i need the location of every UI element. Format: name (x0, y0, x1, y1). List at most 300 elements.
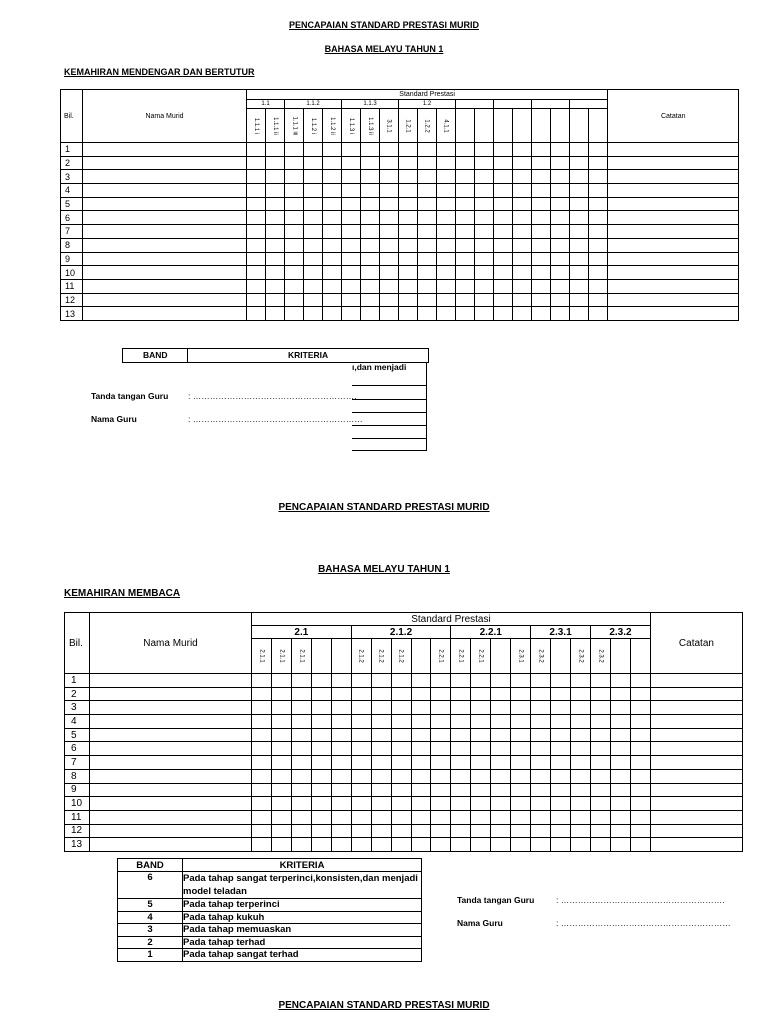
score-cell[interactable] (266, 252, 285, 266)
score-cell[interactable] (380, 184, 399, 198)
score-cell[interactable] (630, 715, 650, 729)
score-cell[interactable] (532, 170, 551, 184)
score-cell[interactable] (331, 742, 351, 756)
score-cell[interactable] (331, 728, 351, 742)
score-cell[interactable] (304, 184, 323, 198)
score-cell[interactable] (456, 293, 475, 307)
score-cell[interactable] (551, 756, 571, 770)
score-cell[interactable] (399, 238, 418, 252)
score-cell[interactable] (247, 197, 266, 211)
student-name-cell[interactable] (90, 674, 252, 688)
student-name-cell[interactable] (90, 769, 252, 783)
score-cell[interactable] (371, 756, 391, 770)
score-cell[interactable] (456, 279, 475, 293)
score-cell[interactable] (304, 279, 323, 293)
score-cell[interactable] (391, 783, 411, 797)
score-cell[interactable] (456, 170, 475, 184)
score-cell[interactable] (331, 810, 351, 824)
score-cell[interactable] (551, 143, 570, 157)
score-cell[interactable] (513, 279, 532, 293)
score-cell[interactable] (471, 701, 491, 715)
score-cell[interactable] (391, 687, 411, 701)
score-cell[interactable] (590, 810, 610, 824)
score-cell[interactable] (451, 756, 471, 770)
score-cell[interactable] (551, 810, 571, 824)
score-cell[interactable] (551, 225, 570, 239)
score-cell[interactable] (304, 252, 323, 266)
score-cell[interactable] (513, 293, 532, 307)
score-cell[interactable] (266, 143, 285, 157)
score-cell[interactable] (431, 701, 451, 715)
score-cell[interactable] (491, 810, 511, 824)
score-cell[interactable] (494, 225, 513, 239)
score-cell[interactable] (630, 728, 650, 742)
score-cell[interactable] (491, 824, 511, 838)
score-cell[interactable] (630, 756, 650, 770)
score-cell[interactable] (285, 293, 304, 307)
score-cell[interactable] (513, 252, 532, 266)
score-cell[interactable] (456, 307, 475, 321)
score-cell[interactable] (475, 170, 494, 184)
score-cell[interactable] (475, 279, 494, 293)
score-cell[interactable] (590, 742, 610, 756)
score-cell[interactable] (511, 797, 531, 811)
score-cell[interactable] (475, 211, 494, 225)
score-cell[interactable] (323, 293, 342, 307)
score-cell[interactable] (610, 769, 630, 783)
score-cell[interactable] (531, 824, 551, 838)
score-cell[interactable] (610, 824, 630, 838)
score-cell[interactable] (411, 756, 431, 770)
catatan-cell[interactable] (608, 293, 739, 307)
student-name-cell[interactable] (90, 728, 252, 742)
score-cell[interactable] (437, 156, 456, 170)
score-cell[interactable] (471, 783, 491, 797)
score-cell[interactable] (475, 293, 494, 307)
score-cell[interactable] (451, 687, 471, 701)
score-cell[interactable] (380, 225, 399, 239)
score-cell[interactable] (418, 225, 437, 239)
student-name-cell[interactable] (90, 687, 252, 701)
score-cell[interactable] (391, 742, 411, 756)
score-cell[interactable] (630, 687, 650, 701)
score-cell[interactable] (380, 143, 399, 157)
score-cell[interactable] (380, 266, 399, 280)
score-cell[interactable] (371, 728, 391, 742)
score-cell[interactable] (291, 810, 311, 824)
score-cell[interactable] (431, 742, 451, 756)
score-cell[interactable] (531, 769, 551, 783)
score-cell[interactable] (531, 838, 551, 852)
score-cell[interactable] (418, 293, 437, 307)
score-cell[interactable] (551, 279, 570, 293)
score-cell[interactable] (247, 184, 266, 198)
score-cell[interactable] (532, 293, 551, 307)
score-cell[interactable] (590, 797, 610, 811)
score-cell[interactable] (311, 687, 331, 701)
score-cell[interactable] (456, 156, 475, 170)
score-cell[interactable] (471, 687, 491, 701)
score-cell[interactable] (589, 170, 608, 184)
score-cell[interactable] (570, 184, 589, 198)
score-cell[interactable] (570, 225, 589, 239)
score-cell[interactable] (266, 293, 285, 307)
score-cell[interactable] (451, 769, 471, 783)
score-cell[interactable] (351, 687, 371, 701)
score-cell[interactable] (531, 783, 551, 797)
score-cell[interactable] (590, 838, 610, 852)
score-cell[interactable] (494, 143, 513, 157)
score-cell[interactable] (475, 266, 494, 280)
catatan-cell[interactable] (650, 728, 742, 742)
score-cell[interactable] (380, 279, 399, 293)
score-cell[interactable] (630, 838, 650, 852)
page1-sign-field[interactable]: : …………………………………………………. (188, 391, 357, 401)
score-cell[interactable] (570, 197, 589, 211)
score-cell[interactable] (311, 783, 331, 797)
score-cell[interactable] (491, 701, 511, 715)
score-cell[interactable] (590, 715, 610, 729)
score-cell[interactable] (610, 810, 630, 824)
catatan-cell[interactable] (650, 701, 742, 715)
score-cell[interactable] (630, 674, 650, 688)
score-cell[interactable] (571, 810, 591, 824)
score-cell[interactable] (513, 266, 532, 280)
score-cell[interactable] (323, 252, 342, 266)
score-cell[interactable] (532, 252, 551, 266)
catatan-cell[interactable] (650, 783, 742, 797)
score-cell[interactable] (431, 674, 451, 688)
score-cell[interactable] (570, 211, 589, 225)
score-cell[interactable] (311, 742, 331, 756)
score-cell[interactable] (494, 238, 513, 252)
score-cell[interactable] (411, 769, 431, 783)
score-cell[interactable] (437, 279, 456, 293)
score-cell[interactable] (551, 170, 570, 184)
score-cell[interactable] (252, 783, 272, 797)
score-cell[interactable] (411, 674, 431, 688)
score-cell[interactable] (285, 307, 304, 321)
score-cell[interactable] (471, 742, 491, 756)
student-name-cell[interactable] (90, 838, 252, 852)
score-cell[interactable] (291, 783, 311, 797)
score-cell[interactable] (247, 143, 266, 157)
score-cell[interactable] (590, 728, 610, 742)
score-cell[interactable] (342, 238, 361, 252)
score-cell[interactable] (323, 143, 342, 157)
score-cell[interactable] (311, 797, 331, 811)
score-cell[interactable] (513, 184, 532, 198)
score-cell[interactable] (511, 701, 531, 715)
score-cell[interactable] (531, 715, 551, 729)
score-cell[interactable] (610, 756, 630, 770)
score-cell[interactable] (630, 769, 650, 783)
score-cell[interactable] (411, 728, 431, 742)
score-cell[interactable] (589, 307, 608, 321)
score-cell[interactable] (475, 143, 494, 157)
score-cell[interactable] (323, 211, 342, 225)
score-cell[interactable] (391, 810, 411, 824)
score-cell[interactable] (311, 728, 331, 742)
score-cell[interactable] (351, 838, 371, 852)
score-cell[interactable] (418, 307, 437, 321)
score-cell[interactable] (252, 715, 272, 729)
student-name-cell[interactable] (90, 715, 252, 729)
student-name-cell[interactable] (90, 756, 252, 770)
catatan-cell[interactable] (650, 674, 742, 688)
score-cell[interactable] (351, 797, 371, 811)
score-cell[interactable] (571, 756, 591, 770)
score-cell[interactable] (418, 197, 437, 211)
score-cell[interactable] (571, 742, 591, 756)
score-cell[interactable] (571, 687, 591, 701)
score-cell[interactable] (311, 674, 331, 688)
score-cell[interactable] (431, 769, 451, 783)
score-cell[interactable] (411, 742, 431, 756)
score-cell[interactable] (361, 293, 380, 307)
score-cell[interactable] (271, 674, 291, 688)
score-cell[interactable] (494, 184, 513, 198)
score-cell[interactable] (323, 184, 342, 198)
score-cell[interactable] (331, 824, 351, 838)
score-cell[interactable] (399, 156, 418, 170)
score-cell[interactable] (570, 266, 589, 280)
score-cell[interactable] (437, 238, 456, 252)
score-cell[interactable] (532, 266, 551, 280)
score-cell[interactable] (437, 184, 456, 198)
score-cell[interactable] (437, 266, 456, 280)
score-cell[interactable] (291, 797, 311, 811)
score-cell[interactable] (431, 687, 451, 701)
score-cell[interactable] (471, 824, 491, 838)
score-cell[interactable] (399, 225, 418, 239)
score-cell[interactable] (271, 715, 291, 729)
catatan-cell[interactable] (608, 197, 739, 211)
score-cell[interactable] (342, 197, 361, 211)
catatan-cell[interactable] (608, 156, 739, 170)
score-cell[interactable] (531, 674, 551, 688)
score-cell[interactable] (266, 279, 285, 293)
score-cell[interactable] (589, 143, 608, 157)
score-cell[interactable] (451, 674, 471, 688)
score-cell[interactable] (532, 307, 551, 321)
score-cell[interactable] (513, 156, 532, 170)
score-cell[interactable] (331, 715, 351, 729)
score-cell[interactable] (361, 266, 380, 280)
score-cell[interactable] (551, 252, 570, 266)
score-cell[interactable] (513, 225, 532, 239)
score-cell[interactable] (361, 279, 380, 293)
score-cell[interactable] (451, 728, 471, 742)
score-cell[interactable] (630, 701, 650, 715)
score-cell[interactable] (471, 810, 491, 824)
score-cell[interactable] (551, 687, 571, 701)
score-cell[interactable] (471, 674, 491, 688)
score-cell[interactable] (361, 211, 380, 225)
score-cell[interactable] (513, 170, 532, 184)
score-cell[interactable] (589, 197, 608, 211)
score-cell[interactable] (571, 783, 591, 797)
score-cell[interactable] (437, 143, 456, 157)
score-cell[interactable] (252, 756, 272, 770)
score-cell[interactable] (304, 307, 323, 321)
score-cell[interactable] (331, 783, 351, 797)
score-cell[interactable] (351, 769, 371, 783)
catatan-cell[interactable] (650, 824, 742, 838)
score-cell[interactable] (266, 170, 285, 184)
score-cell[interactable] (437, 170, 456, 184)
score-cell[interactable] (630, 797, 650, 811)
score-cell[interactable] (511, 728, 531, 742)
score-cell[interactable] (252, 797, 272, 811)
student-name-cell[interactable] (90, 742, 252, 756)
score-cell[interactable] (471, 728, 491, 742)
score-cell[interactable] (475, 184, 494, 198)
catatan-cell[interactable] (608, 143, 739, 157)
score-cell[interactable] (391, 824, 411, 838)
score-cell[interactable] (391, 769, 411, 783)
score-cell[interactable] (399, 197, 418, 211)
score-cell[interactable] (494, 293, 513, 307)
score-cell[interactable] (551, 674, 571, 688)
score-cell[interactable] (589, 293, 608, 307)
score-cell[interactable] (475, 225, 494, 239)
score-cell[interactable] (247, 225, 266, 239)
score-cell[interactable] (399, 211, 418, 225)
score-cell[interactable] (380, 293, 399, 307)
score-cell[interactable] (551, 769, 571, 783)
score-cell[interactable] (311, 701, 331, 715)
score-cell[interactable] (532, 211, 551, 225)
score-cell[interactable] (247, 293, 266, 307)
score-cell[interactable] (491, 742, 511, 756)
score-cell[interactable] (331, 797, 351, 811)
score-cell[interactable] (531, 756, 551, 770)
score-cell[interactable] (570, 156, 589, 170)
score-cell[interactable] (247, 238, 266, 252)
score-cell[interactable] (342, 184, 361, 198)
score-cell[interactable] (494, 266, 513, 280)
score-cell[interactable] (431, 715, 451, 729)
score-cell[interactable] (630, 783, 650, 797)
catatan-cell[interactable] (608, 238, 739, 252)
score-cell[interactable] (551, 742, 571, 756)
score-cell[interactable] (610, 715, 630, 729)
score-cell[interactable] (311, 810, 331, 824)
catatan-cell[interactable] (650, 687, 742, 701)
score-cell[interactable] (589, 252, 608, 266)
score-cell[interactable] (252, 674, 272, 688)
score-cell[interactable] (371, 824, 391, 838)
score-cell[interactable] (371, 687, 391, 701)
score-cell[interactable] (361, 197, 380, 211)
score-cell[interactable] (511, 756, 531, 770)
score-cell[interactable] (371, 742, 391, 756)
score-cell[interactable] (475, 252, 494, 266)
score-cell[interactable] (391, 838, 411, 852)
score-cell[interactable] (590, 783, 610, 797)
score-cell[interactable] (610, 701, 630, 715)
score-cell[interactable] (291, 824, 311, 838)
score-cell[interactable] (532, 184, 551, 198)
score-cell[interactable] (532, 225, 551, 239)
score-cell[interactable] (285, 252, 304, 266)
score-cell[interactable] (511, 838, 531, 852)
student-name-cell[interactable] (83, 143, 247, 157)
score-cell[interactable] (532, 197, 551, 211)
score-cell[interactable] (531, 687, 551, 701)
score-cell[interactable] (399, 252, 418, 266)
score-cell[interactable] (252, 838, 272, 852)
score-cell[interactable] (399, 293, 418, 307)
score-cell[interactable] (380, 156, 399, 170)
score-cell[interactable] (456, 225, 475, 239)
score-cell[interactable] (371, 715, 391, 729)
score-cell[interactable] (252, 728, 272, 742)
score-cell[interactable] (531, 728, 551, 742)
score-cell[interactable] (610, 674, 630, 688)
score-cell[interactable] (491, 728, 511, 742)
score-cell[interactable] (304, 293, 323, 307)
score-cell[interactable] (342, 293, 361, 307)
score-cell[interactable] (437, 211, 456, 225)
score-cell[interactable] (551, 293, 570, 307)
score-cell[interactable] (531, 797, 551, 811)
score-cell[interactable] (411, 687, 431, 701)
score-cell[interactable] (589, 279, 608, 293)
student-name-cell[interactable] (83, 211, 247, 225)
score-cell[interactable] (291, 742, 311, 756)
score-cell[interactable] (471, 838, 491, 852)
score-cell[interactable] (380, 252, 399, 266)
student-name-cell[interactable] (90, 783, 252, 797)
score-cell[interactable] (411, 701, 431, 715)
score-cell[interactable] (271, 742, 291, 756)
score-cell[interactable] (399, 184, 418, 198)
score-cell[interactable] (551, 211, 570, 225)
score-cell[interactable] (590, 687, 610, 701)
score-cell[interactable] (271, 824, 291, 838)
score-cell[interactable] (491, 756, 511, 770)
score-cell[interactable] (551, 197, 570, 211)
score-cell[interactable] (342, 279, 361, 293)
score-cell[interactable] (531, 810, 551, 824)
score-cell[interactable] (304, 156, 323, 170)
score-cell[interactable] (271, 838, 291, 852)
score-cell[interactable] (451, 701, 471, 715)
catatan-cell[interactable] (650, 838, 742, 852)
score-cell[interactable] (589, 225, 608, 239)
student-name-cell[interactable] (90, 824, 252, 838)
score-cell[interactable] (291, 687, 311, 701)
score-cell[interactable] (551, 184, 570, 198)
score-cell[interactable] (311, 715, 331, 729)
score-cell[interactable] (456, 197, 475, 211)
score-cell[interactable] (451, 810, 471, 824)
score-cell[interactable] (271, 728, 291, 742)
score-cell[interactable] (418, 238, 437, 252)
score-cell[interactable] (551, 797, 571, 811)
score-cell[interactable] (391, 701, 411, 715)
student-name-cell[interactable] (83, 293, 247, 307)
score-cell[interactable] (266, 184, 285, 198)
score-cell[interactable] (342, 143, 361, 157)
student-name-cell[interactable] (90, 701, 252, 715)
score-cell[interactable] (571, 769, 591, 783)
score-cell[interactable] (271, 783, 291, 797)
score-cell[interactable] (323, 307, 342, 321)
score-cell[interactable] (471, 715, 491, 729)
